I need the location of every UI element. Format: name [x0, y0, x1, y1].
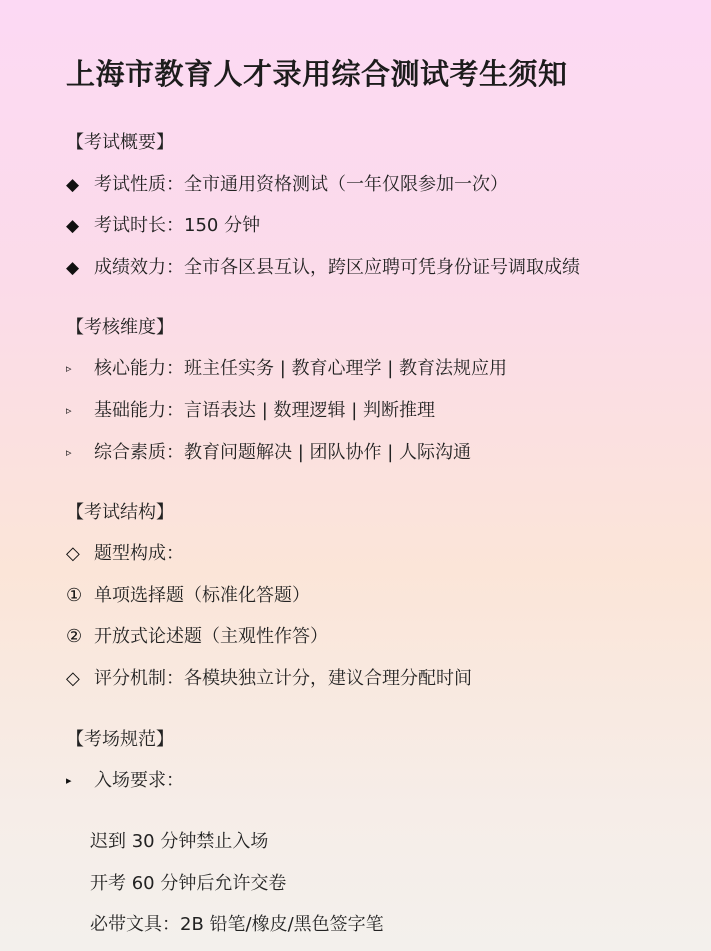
dimension-item-comprehensive — [66, 441, 471, 465]
structure-item-choice — [66, 584, 310, 608]
dimension-item-text: 核心能力：班主任实务 | 教育心理学 | 教育法规应用 — [94, 358, 508, 379]
section-heading-overview: 【考试概要】 — [66, 132, 174, 153]
rules-item-entry — [66, 769, 184, 793]
triangle-outline-icon: ▹ — [66, 404, 72, 417]
circled-two-icon: ② — [66, 626, 83, 647]
overview-item-nature — [66, 173, 508, 197]
section-heading-rules: 【考场规范】 — [66, 729, 174, 750]
triangle-outline-icon: ▹ — [66, 446, 72, 459]
page-title: 上海市教育人才录用综合测试考生须知 — [66, 57, 568, 91]
rules-sub-item-submit: 开考 60 分钟后允许交卷 — [90, 873, 287, 894]
filled-diamond-icon: ◆ — [66, 258, 80, 278]
dimension-item-core — [66, 357, 507, 381]
structure-item-text: 题型构成： — [94, 543, 184, 564]
rules-sub-item-late: 迟到 30 分钟禁止入场 — [90, 831, 269, 852]
dimension-item-basic — [66, 399, 435, 423]
overview-item-text: 成绩效力：全市各区县互认，跨区应聘可凭身份证号调取成绩 — [94, 257, 580, 278]
section-heading-dimensions: 【考核维度】 — [66, 317, 174, 338]
structure-item-types — [66, 542, 184, 566]
dimension-item-text: 综合素质：教育问题解决 | 团队协作 | 人际沟通 — [94, 442, 472, 463]
rules-sub-item-stationery: 必带文具：2B 铅笔/橡皮/黑色签字笔 — [90, 914, 384, 935]
section-heading-structure: 【考试结构】 — [66, 502, 174, 523]
overview-item-text: 考试性质：全市通用资格测试（一年仅限参加一次） — [94, 174, 508, 195]
outline-diamond-icon: ◇ — [66, 668, 80, 689]
dimension-item-text: 基础能力：言语表达 | 数理逻辑 | 判断推理 — [94, 400, 436, 421]
rules-item-text: 入场要求： — [94, 770, 184, 791]
outline-diamond-icon: ◇ — [66, 543, 80, 564]
structure-item-scoring — [66, 667, 472, 691]
circled-one-icon: ① — [66, 585, 83, 606]
structure-item-essay — [66, 625, 328, 649]
overview-item-duration — [66, 214, 260, 238]
filled-diamond-icon: ◆ — [66, 216, 80, 236]
structure-item-text: 评分机制：各模块独立计分，建议合理分配时间 — [94, 668, 472, 689]
filled-triangle-icon: ▸ — [66, 774, 72, 787]
overview-item-text: 考试时长：150 分钟 — [94, 215, 261, 236]
structure-item-text: 单项选择题（标准化答题） — [94, 585, 310, 606]
overview-item-validity — [66, 256, 580, 280]
filled-diamond-icon: ◆ — [66, 175, 80, 195]
structure-item-text: 开放式论述题（主观性作答） — [94, 626, 328, 647]
triangle-outline-icon: ▹ — [66, 362, 72, 375]
